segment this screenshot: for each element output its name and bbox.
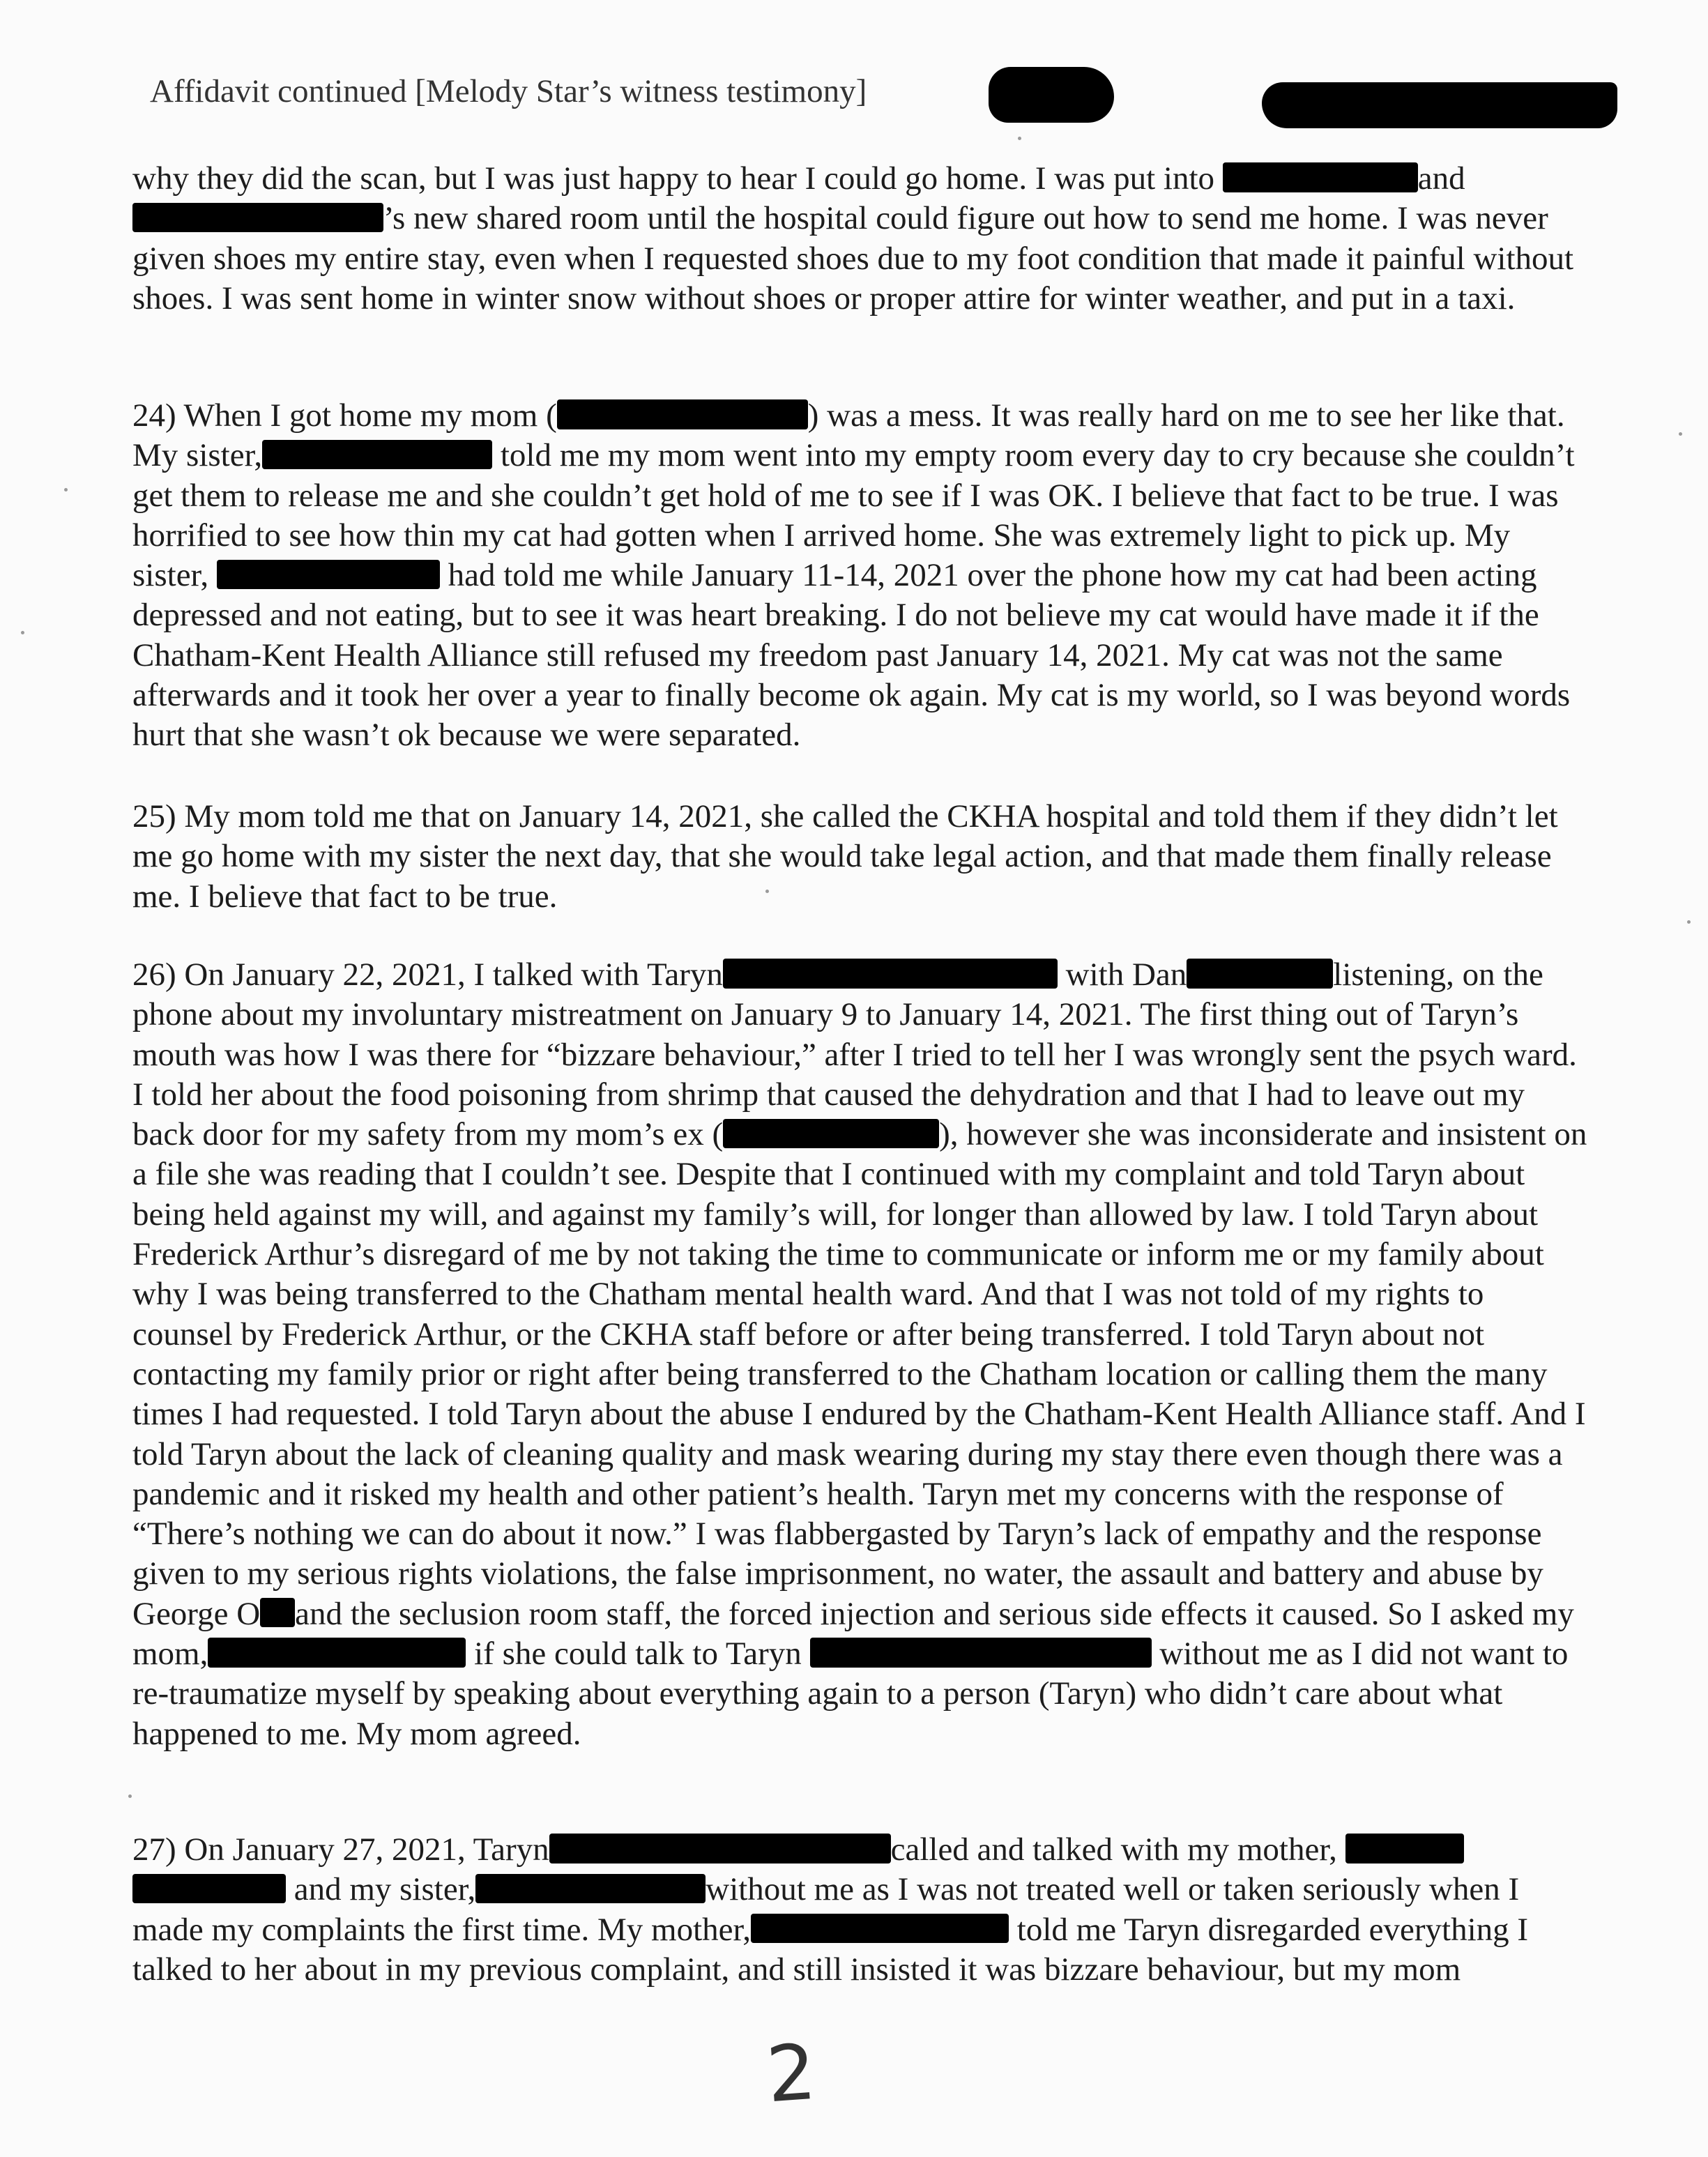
redaction-mark [262,440,492,469]
scan-speck [128,1794,132,1798]
scan-speck [765,890,769,893]
redaction-mark [751,1914,1009,1943]
page-header: Affidavit continued [Melody Star’s witness testimony] [150,73,867,109]
redaction-mark [723,959,1058,988]
redaction-mark [989,67,1114,123]
redaction-mark [475,1874,706,1903]
scan-speck [1687,920,1691,924]
redaction-mark [260,1598,295,1627]
paragraph-26: 26) On January 22, 2021, I talked with Taryn with Dan listening, on the phone about my involuntary mistreatment on January 9 to January 14, 2021. The first thing out of Taryn’s mouth was how I was there for “bizzare behaviour,” after I tried to tell her I was wrongly sent the psych ward. I told her about the food poisoning from shrimp that caused the dehydration and that I had to leave out my back door for my safety from my mom’s ex ( ), however she was inconsiderate and insistent on a file she was reading that I couldn’t see. Despite that I continued with my complaint and told Taryn about being held against my will, and against my family’s will, for longer than allowed by law. I told Taryn about Frederick Arthur’s disregard of me by not taking the time to communicate or inform me or my family about why I was being transferred to the Chatham mental health ward. And that I was not told of my rights to counsel by Frederick Arthur, or the CKHA staff before or after being transferred. I told Taryn about not contacting my family prior or right after being transferred to the Chatham location or calling them the many times I had requested. I told Taryn about the abuse I endured by the Chatham-Kent Health Alliance staff. And I told Taryn about the lack of cleaning quality and mask wearing during my stay there even though there was a pandemic and it risked my health and other patient’s health. Taryn met my concerns with the response of “There’s nothing we can do about it now.” I was flabbergasted by Taryn’s lack of empathy and the response given to my serious rights violations, the false imprisonment, no water, the assault and battery and abuse by George O and the seclusion room staff, the forced injection and serious side effects it caused. So I asked my mom, if she could talk to Taryn without me as I did not want to re-traumatize myself by speaking about everything again to a person (Taryn) who didn’t care about what happened to me. My mom agreed. [132,956,1587,1752]
scan-speck [21,631,24,634]
redaction-mark [549,1834,891,1863]
redaction-mark [132,203,383,232]
page-number: 2 [763,2027,819,2120]
paragraph-25: 25) My mom told me that on January 14, 2021, she called the CKHA hospital and told them if they didn’t let me go home with my sister the next day, that she would take legal action, and that made them finally release me. I believe that fact to be true. [132,798,1558,915]
redaction-mark [132,1874,286,1903]
redaction-mark [723,1119,939,1148]
scan-speck [64,488,68,491]
redaction-mark [1187,959,1333,988]
paragraph-continued: why they did the scan, but I was just happy to hear I could go home. I was put into and ’s new shared room until the hospital could figure out how to send me home. I was never given shoes my entire stay, even when I requested shoes due to my foot condition that made it painful without shoes. I was sent home in winter snow without shoes or proper attire for winter weather, and put in a taxi. [132,160,1574,317]
redaction-mark [217,560,440,589]
redaction-mark [1223,162,1418,192]
scan-speck [1679,432,1682,436]
scan-speck [1018,137,1021,140]
paragraph-27: 27) On January 27, 2021, Taryn called and talked with my mother, and my sister, without me as I was not treated well or taken seriously when I made my complaints the first time. My mother, told me Taryn disregarded everything I talked to her about in my previous complaint, and still insisted it was bizzare behaviour, but my mom [132,1831,1529,1988]
redaction-mark [208,1638,466,1667]
redaction-mark [810,1638,1152,1667]
redaction-mark [557,399,808,429]
redaction-mark [1345,1834,1464,1863]
paragraph-24: 24) When I got home my mom ( ) was a mess. It was really hard on me to see her like that. My sister, told me my mom went into my empty room every day to cry because she couldn’t get them to release me and she couldn’t get hold of me to see if I was OK. I believe that fact to be true. I was horrified to see how thin my cat had gotten when I arrived home. She was extremely light to pick up. My sister, had told me while January 11-14, 2021 over the phone how my cat had been acting depressed and not eating, but to see it was heart breaking. I do not believe my cat would have made it if the Chatham-Kent Health Alliance still refused my freedom past January 14, 2021. My cat was not the same afterwards and it took her over a year to finally become ok again. My cat is my world, so I was beyond words hurt that she wasn’t ok because we were separated. [132,397,1575,754]
redaction-mark [1262,82,1617,128]
